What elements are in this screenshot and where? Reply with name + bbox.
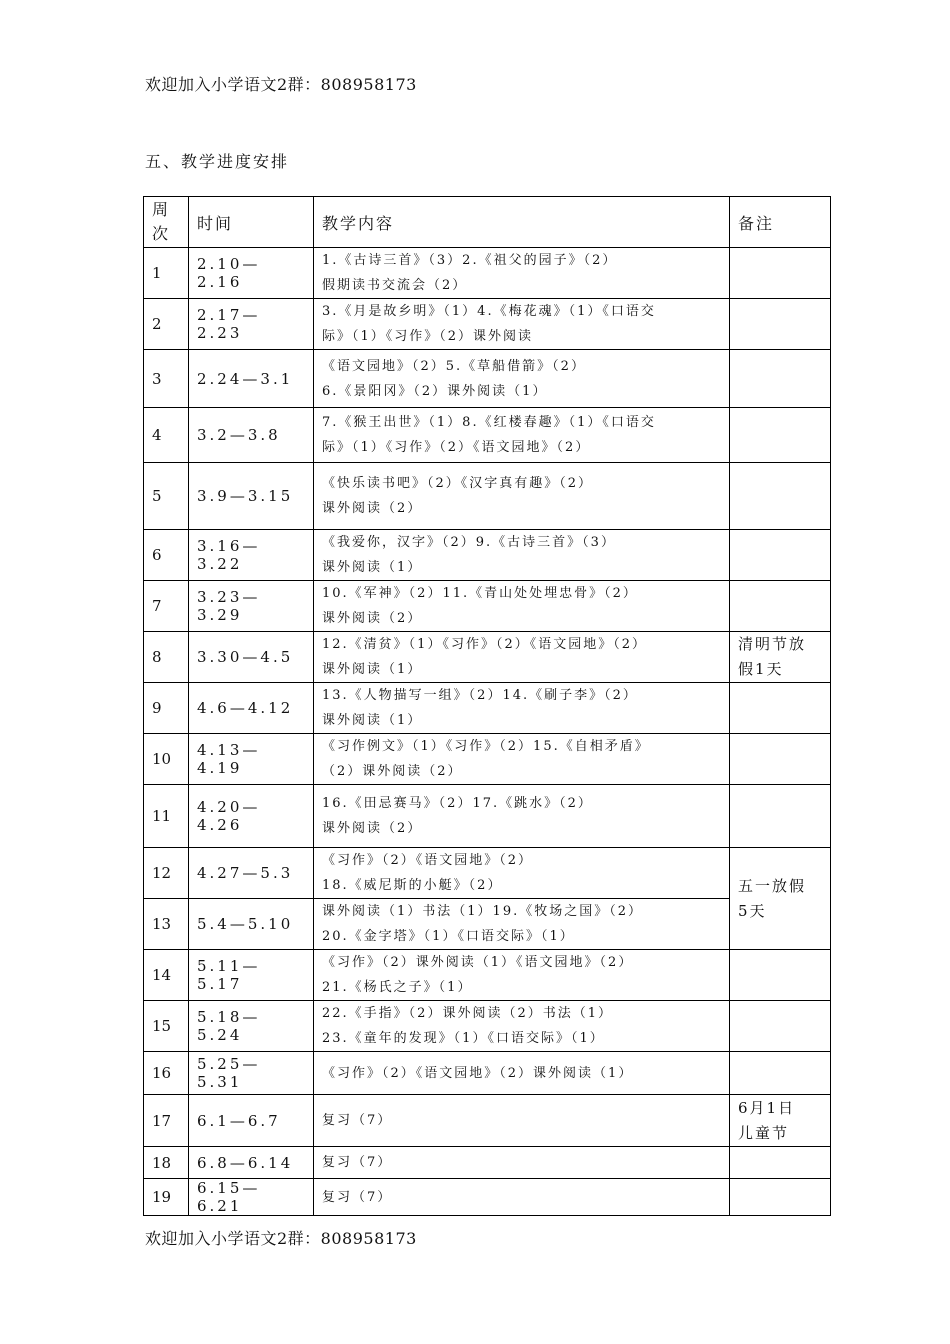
note-cell — [730, 1179, 831, 1216]
time-cell: 6.1—6.7 — [189, 1095, 314, 1147]
content-line: 课外阅读（2） — [322, 821, 423, 836]
content-cell — [314, 950, 730, 1001]
note-cell — [730, 1052, 831, 1095]
content-cell — [314, 683, 730, 734]
content-line: 7.《猴王出世》（1）8.《红楼春趣》（1）《口语交 — [322, 415, 656, 430]
week-cell: 4 — [144, 408, 189, 463]
content-cell — [314, 350, 730, 408]
header-note: 备注 — [730, 197, 831, 248]
content-cell — [314, 1095, 730, 1147]
content-cell — [314, 1052, 730, 1095]
week-cell: 3 — [144, 350, 189, 408]
table-header-row — [144, 197, 831, 248]
note-cell — [730, 463, 831, 530]
time-cell: 5.11—5.17 — [189, 950, 314, 1001]
content-cell — [314, 848, 730, 899]
week-cell: 8 — [144, 632, 189, 683]
table-row — [144, 463, 831, 530]
table-row — [144, 632, 831, 683]
table-row — [144, 1179, 831, 1216]
content-cell — [314, 1147, 730, 1179]
content-cell — [314, 248, 730, 299]
week-cell: 5 — [144, 463, 189, 530]
note-cell — [730, 1147, 831, 1179]
note-cell — [730, 1001, 831, 1052]
footer-group-info: 欢迎加入小学语文2群：808958173 — [145, 1229, 417, 1248]
content-line: 课外阅读（1）书法（1）19.《牧场之国》（2） — [322, 904, 643, 919]
time-cell: 5.25—5.31 — [189, 1052, 314, 1095]
note-cell — [730, 950, 831, 1001]
note-cell — [730, 734, 831, 785]
content-line: 课外阅读（1） — [322, 713, 423, 728]
content-cell — [314, 785, 730, 848]
content-cell — [314, 734, 730, 785]
content-line: 10.《军神》（2）11.《青山处处埋忠骨》（2） — [322, 586, 638, 601]
content-line: 23.《童年的发现》（1）《口语交际》（1） — [322, 1031, 605, 1046]
content-cell — [314, 1001, 730, 1052]
time-cell: 3.16—3.22 — [189, 530, 314, 581]
table-row — [144, 1052, 831, 1095]
time-cell: 3.2—3.8 — [189, 408, 314, 463]
content-line: 3.《月是故乡明》（1）4.《梅花魂》（1）《口语交 — [322, 304, 656, 319]
table-row — [144, 530, 831, 581]
content-cell — [314, 581, 730, 632]
table-row — [144, 581, 831, 632]
table-row — [144, 1147, 831, 1179]
header-content: 教学内容 — [314, 197, 730, 248]
week-cell: 15 — [144, 1001, 189, 1052]
table-row — [144, 350, 831, 408]
content-line: 课外阅读（2） — [322, 611, 423, 626]
table-row — [144, 248, 831, 299]
content-line: 21.《杨氏之子》（1） — [322, 980, 473, 995]
note-line: 五一放假 — [738, 876, 807, 895]
note-cell — [730, 299, 831, 350]
table-row — [144, 950, 831, 1001]
week-cell: 2 — [144, 299, 189, 350]
note-cell — [730, 581, 831, 632]
table-row — [144, 848, 831, 899]
table-row — [144, 734, 831, 785]
week-cell: 6 — [144, 530, 189, 581]
table-row — [144, 785, 831, 848]
time-cell: 2.10—2.16 — [189, 248, 314, 299]
time-cell: 5.4—5.10 — [189, 899, 314, 950]
time-cell: 4.27—5.3 — [189, 848, 314, 899]
note-cell — [730, 350, 831, 408]
content-cell — [314, 1179, 730, 1216]
time-cell: 4.6—4.12 — [189, 683, 314, 734]
content-line: 20.《金字塔》（1）《口语交际》（1） — [322, 929, 575, 944]
section-title: 五、教学进度安排 — [145, 152, 290, 171]
week-cell: 13 — [144, 899, 189, 950]
note-line: 假1天 — [738, 660, 784, 678]
week-cell: 19 — [144, 1179, 189, 1216]
header-group-info: 欢迎加入小学语文2群：808958173 — [145, 75, 417, 94]
time-cell: 5.18—5.24 — [189, 1001, 314, 1052]
content-line: 际》（1）《习作》（2）《语文园地》（2） — [322, 440, 591, 455]
content-line: 复习（7） — [322, 1155, 393, 1170]
note-cell — [730, 848, 831, 950]
content-line: 《快乐读书吧》（2）《汉字真有趣》（2） — [322, 476, 594, 491]
week-cell: 9 — [144, 683, 189, 734]
content-cell — [314, 632, 730, 683]
content-line: 《习作例文》（1）《习作》（2）15.《自相矛盾》 — [322, 739, 650, 754]
time-cell: 2.24—3.1 — [189, 350, 314, 408]
content-line: 18.《威尼斯的小艇》（2） — [322, 878, 503, 893]
content-line: 《我爱你，汉字》（2）9.《古诗三首》（3） — [322, 535, 616, 550]
time-cell: 4.20—4.26 — [189, 785, 314, 848]
content-line: 《习作》（2）课外阅读（1）《语文园地》（2） — [322, 955, 634, 970]
table-row — [144, 899, 831, 950]
time-cell: 4.13—4.19 — [189, 734, 314, 785]
content-line: 6.《景阳冈》（2）课外阅读（1） — [322, 383, 548, 399]
week-cell: 12 — [144, 848, 189, 899]
content-line: 1.《古诗三首》（3）2.《祖父的园子》（2） — [322, 253, 618, 268]
content-line: 复习（7） — [322, 1189, 393, 1205]
table-row — [144, 1001, 831, 1052]
note-cell — [730, 785, 831, 848]
content-line: 《语文园地》（2）5.《草船借箭》（2） — [322, 358, 586, 374]
week-cell: 7 — [144, 581, 189, 632]
note-cell — [730, 248, 831, 299]
content-cell — [314, 530, 730, 581]
week-cell: 10 — [144, 734, 189, 785]
content-cell — [314, 899, 730, 950]
week-cell: 11 — [144, 785, 189, 848]
note-cell — [730, 683, 831, 734]
content-cell — [314, 463, 730, 530]
time-cell: 3.23—3.29 — [189, 581, 314, 632]
content-cell — [314, 408, 730, 463]
header-week: 周次 — [144, 197, 189, 248]
note-line: 儿童节 — [738, 1123, 790, 1142]
table-row — [144, 299, 831, 350]
content-line: 课外阅读（1） — [322, 560, 423, 575]
week-cell: 14 — [144, 950, 189, 1001]
content-line: 假期读书交流会（2） — [322, 278, 468, 293]
content-line: 际》（1）《习作》（2）课外阅读 — [322, 329, 534, 344]
note-cell — [730, 408, 831, 463]
note-cell — [730, 530, 831, 581]
time-cell: 2.17—2.23 — [189, 299, 314, 350]
content-line: 22.《手指》（2）课外阅读（2）书法（1） — [322, 1006, 613, 1021]
content-line: 《习作》（2）《语文园地》（2） — [322, 853, 534, 868]
time-cell: 3.30—4.5 — [189, 632, 314, 683]
table-row — [144, 408, 831, 463]
week-cell: 1 — [144, 248, 189, 299]
note-cell — [730, 632, 831, 683]
table-row — [144, 683, 831, 734]
week-cell: 18 — [144, 1147, 189, 1179]
time-cell: 6.15—6.21 — [189, 1179, 314, 1216]
note-cell — [730, 1095, 831, 1147]
note-line: 清明节放 — [738, 635, 807, 653]
time-cell: 6.8—6.14 — [189, 1147, 314, 1179]
content-line: 16.《田忌赛马》（2）17.《跳水》（2） — [322, 796, 593, 811]
table-row — [144, 1095, 831, 1147]
schedule-table — [143, 196, 831, 1216]
content-line: 12.《清贫》（1）《习作》（2）《语文园地》（2） — [322, 637, 647, 652]
content-cell — [314, 299, 730, 350]
content-line: 13.《人物描写一组》（2）14.《刷子李》（2） — [322, 688, 638, 703]
content-line: （2）课外阅读（2） — [322, 764, 463, 779]
note-line: 6月1日 — [738, 1098, 796, 1117]
week-cell: 16 — [144, 1052, 189, 1095]
content-line: 复习（7） — [322, 1113, 393, 1128]
content-line: 课外阅读（1） — [322, 662, 423, 677]
content-line: 课外阅读（2） — [322, 501, 423, 516]
content-line: 《习作》（2）《语文园地》（2）课外阅读（1） — [322, 1065, 634, 1081]
week-cell: 17 — [144, 1095, 189, 1147]
time-cell: 3.9—3.15 — [189, 463, 314, 530]
header-time: 时间 — [189, 197, 314, 248]
note-line: 5天 — [738, 901, 767, 920]
